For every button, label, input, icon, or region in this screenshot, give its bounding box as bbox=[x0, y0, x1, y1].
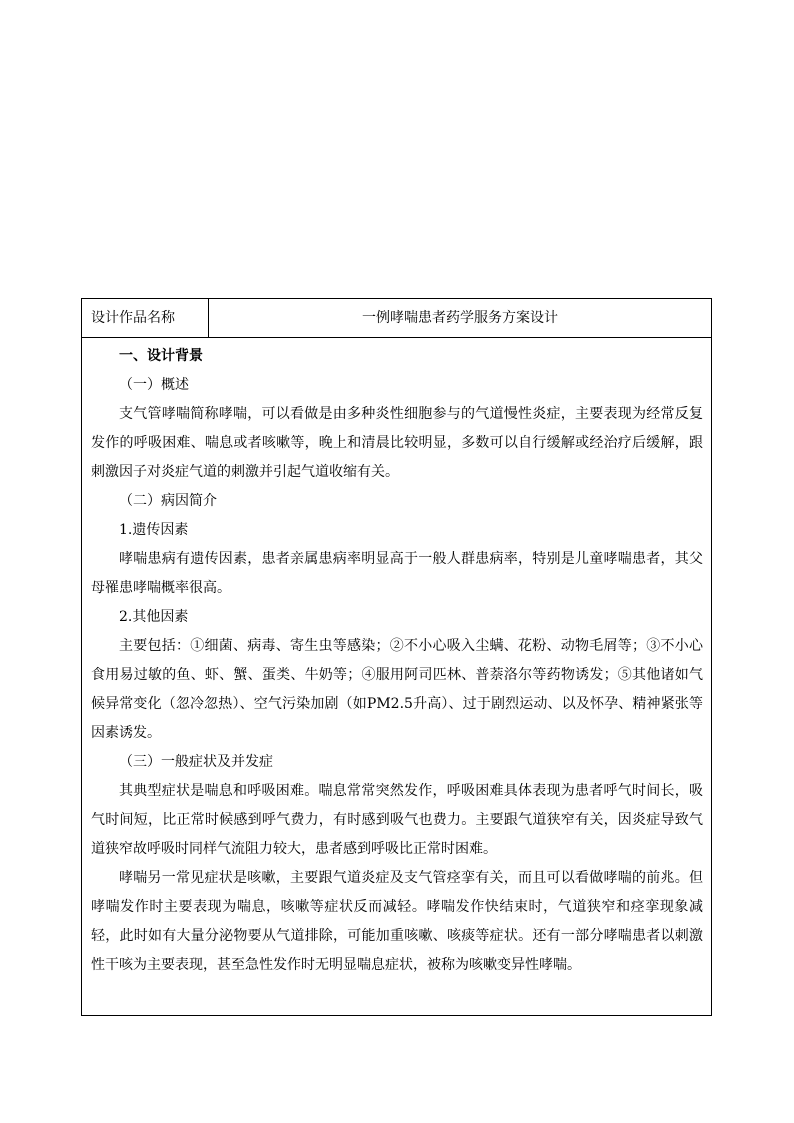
cause-genetic-title: 1.遗传因素 bbox=[119, 522, 189, 538]
cause-other-paragraph: 主要包括：①细菌、病毒、寄生虫等感染；②不小心吸入尘螨、花粉、动物毛屑等；③不小心食用易过敏的鱼、虾、蟹、蛋类、牛奶等；④服用阿司匹林、普萘洛尔等药物诱发；⑤其他诸如气候异常变化（忽冷忽热）、空气污染加剧（如PM2.5升高）、过于剧烈运动、以及怀孕、精神紧张等因素诱发。 bbox=[91, 638, 703, 741]
subsection-title-symptoms: （三）一般症状及并发症 bbox=[119, 754, 273, 770]
design-name-label: 设计作品名称 bbox=[82, 299, 209, 337]
subsection-title-causes: （二）病因简介 bbox=[119, 493, 217, 509]
cause-other-title: 2.其他因素 bbox=[119, 609, 189, 625]
section-title-background: 一、设计背景 bbox=[119, 348, 203, 364]
table-content-cell bbox=[82, 338, 711, 980]
symptoms-paragraph-1: 其典型症状是喘息和呼吸困难。喘息常常突然发作，呼吸困难具体表现为患者呼气时间长，吸气时间短，比正常时候感到呼气费力，有时感到吸气也费力。主要跟气道狭窄有关，因炎症导致气道狭窄故呼吸时同样气流阻力较大，患者感到呼吸比正常时困难。 bbox=[91, 783, 703, 857]
table-header-row bbox=[82, 299, 711, 338]
design-table bbox=[81, 298, 712, 1016]
subsection-title-overview: （一）概述 bbox=[119, 377, 189, 393]
overview-paragraph: 支气管哮喘简称哮喘，可以看做是由多种炎性细胞参与的气道慢性炎症，主要表现为经常反复发作的呼吸困难、喘息或者咳嗽等，晚上和清晨比较明显，多数可以自行缓解或经治疗后缓解，跟刺激因子对炎症气道的刺激并引起气道收缩有关。 bbox=[91, 406, 703, 480]
design-name-value: 一例哮喘患者药学服务方案设计 bbox=[362, 310, 558, 326]
symptoms-paragraph-2: 哮喘另一常见症状是咳嗽，主要跟气道炎症及支气管痉挛有关，而且可以看做哮喘的前兆。但哮喘发作时主要表现为喘息，咳嗽等症状反而减轻。哮喘发作快结束时，气道狭窄和痉挛现象减轻，此时如有大量分泌物要从气道排除，可能加重咳嗽、咳痰等症状。还有一部分哮喘患者以刺激性干咳为主要表现，甚至急性发作时无明显喘息症状，被称为咳嗽变异性哮喘。 bbox=[91, 870, 703, 973]
cause-genetic-paragraph: 哮喘患病有遗传因素，患者亲属患病率明显高于一般人群患病率，特别是儿童哮喘患者，其父母罹患哮喘概率很高。 bbox=[91, 551, 703, 596]
